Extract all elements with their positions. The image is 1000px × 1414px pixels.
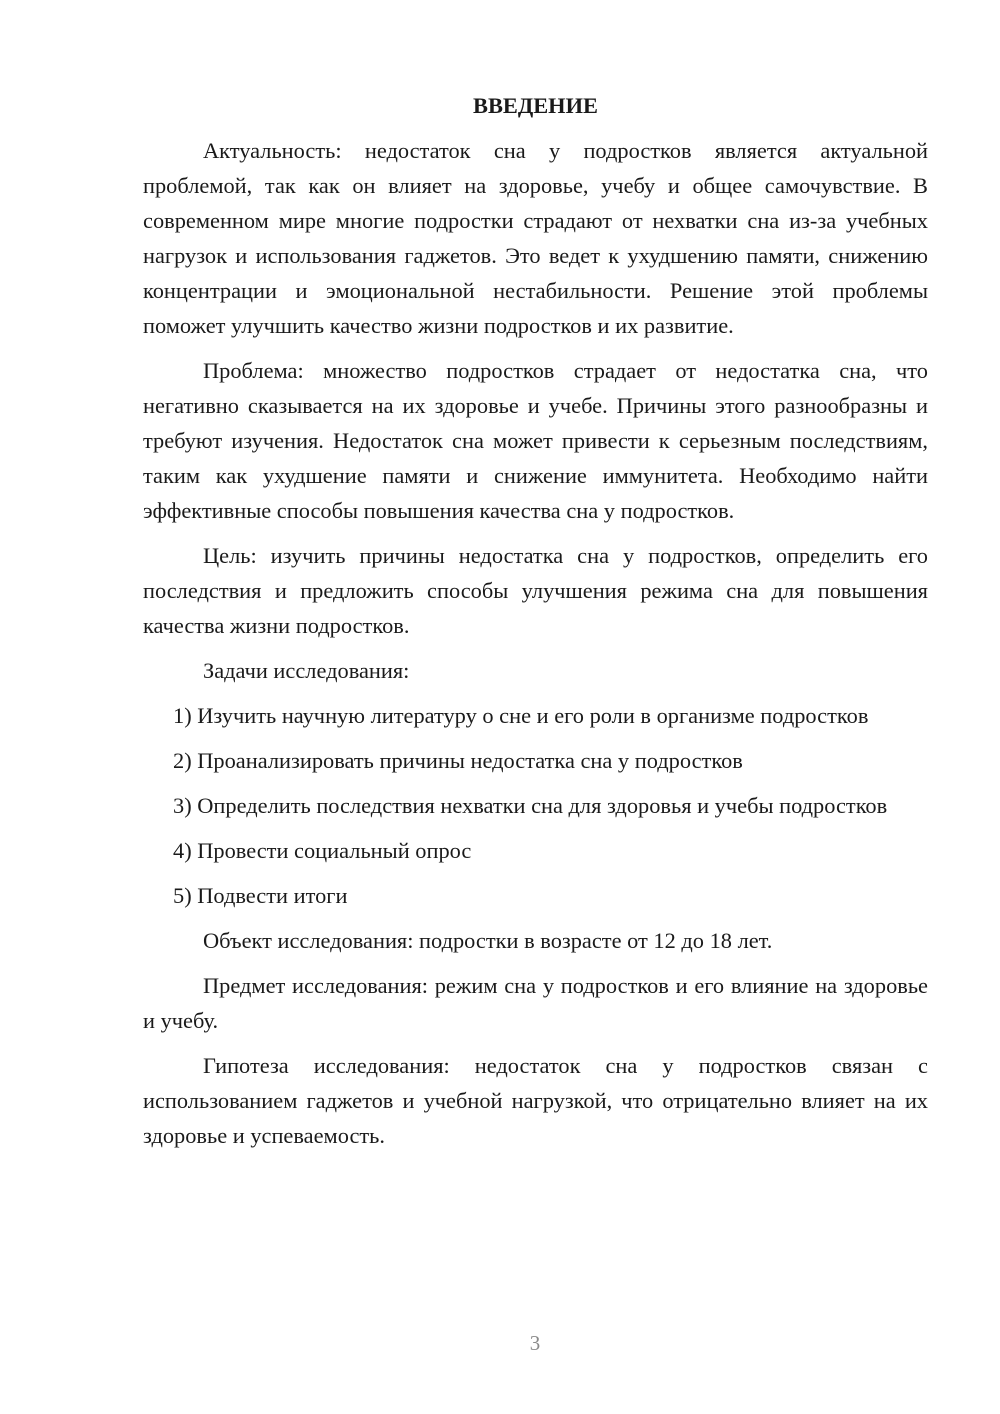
task-item: 1) Изучить научную литературу о сне и его роли в организме подростков: [173, 703, 869, 728]
task-item: 3) Определить последствия нехватки сна для здоровья и учебы подростков: [173, 793, 888, 818]
goal-paragraph: Цель: изучить причины недостатка сна у подростков, определить его последствия и предложить способы улучшения режима сна для повышения качества жизни подростков.: [143, 543, 928, 638]
hypothesis-paragraph: Гипотеза исследования: недостаток сна у подростков связан с использованием гаджетов и учебной нагрузкой, что отрицательно влияет на их здоровье и успеваемость.: [143, 1053, 928, 1148]
task-item: 2) Проанализировать причины недостатка сна у подростков: [173, 748, 743, 773]
section-title: ВВЕДЕНИЕ: [473, 93, 598, 118]
object-paragraph: Объект исследования: подростки в возрасте от 12 до 18 лет.: [203, 928, 773, 953]
subject-paragraph: Предмет исследования: режим сна у подростков и его влияние на здоровье и учебу.: [143, 973, 928, 1033]
document-page: [143, 88, 928, 1163]
task-item: 4) Провести социальный опрос: [173, 838, 472, 863]
page-number: 3: [529, 1331, 541, 1355]
tasks-heading: Задачи исследования:: [203, 658, 410, 683]
relevance-paragraph: Актуальность: недостаток сна у подростков является актуальной проблемой, так как он влияет на здоровье, учебу и общее самочувствие. В современном мире многие подростки страдают от нехватки сна из-за учебных нагрузок и использования гаджетов. Это ведет к ухудшению памяти, снижению концентрации и эмоциональной нестабильности. Решение этой проблемы поможет улучшить качество жизни подростков и их развитие.: [143, 138, 928, 338]
problem-paragraph: Проблема: множество подростков страдает от недостатка сна, что негативно сказывается на их здоровье и учебе. Причины этого разнообразны и требуют изучения. Недостаток сна может привести к серьезным последствиям, таким как ухудшение памяти и снижение иммунитета. Необходимо найти эффективные способы повышения качества сна у подростков.: [143, 358, 928, 523]
task-item: 5) Подвести итоги: [173, 883, 348, 908]
